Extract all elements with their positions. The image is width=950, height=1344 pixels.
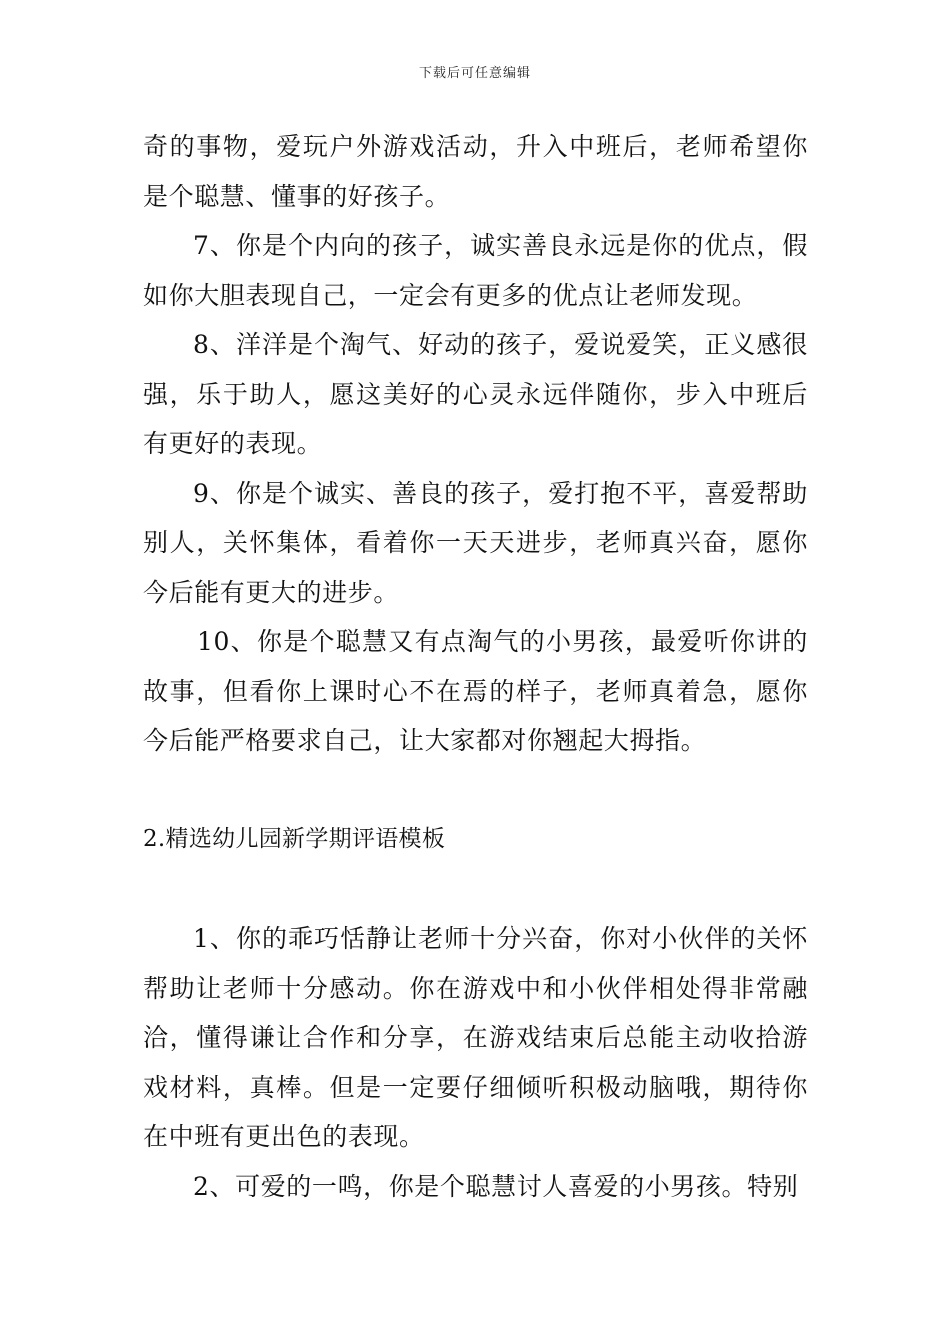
- paragraph-item-10: 10、你是个聪慧又有点淘气的小男孩，最爱听你讲的故事，但看你上课时心不在焉的样子，老师真着急，愿你今后能严格要求自己，让大家都对你翘起大拇指。: [143, 627, 808, 755]
- document-body: [143, 122, 808, 1211]
- paragraph-item-7: 7、你是个内向的孩子，诚实善良永远是你的优点，假如你大胆表现自己，一定会有更多的优点让老师发现。: [143, 231, 808, 310]
- paragraph-continuation: 奇的事物，爱玩户外游戏活动，升入中班后，老师希望你是个聪慧、懂事的好孩子。: [143, 132, 808, 211]
- section-paragraph-item-2: 2、可爱的一鸣，你是个聪慧讨人喜爱的小男孩。特别: [193, 1171, 799, 1201]
- page-header: 下载后可任意编辑: [418, 66, 531, 81]
- paragraph-item-8: 8、洋洋是个淘气、好动的孩子，爱说爱笑，正义感很强，乐于助人，愿这美好的心灵永远伴随你，步入中班后有更好的表现。: [143, 330, 808, 458]
- section-heading: 2.精选幼儿园新学期评语模板: [143, 826, 446, 852]
- paragraph-item-9: 9、你是个诚实、善良的孩子，爱打抱不平，喜爱帮助别人，关怀集体，看着你一天天进步，老师真兴奋，愿你今后能有更大的进步。: [143, 478, 808, 607]
- section-paragraph-item-1: 1、你的乖巧恬静让老师十分兴奋，你对小伙伴的关怀帮助让老师十分感动。你在游戏中和小伙伴相处得非常融洽，懂得谦让合作和分享，在游戏结束后总能主动收拾游戏材料，真棒。但是一定要仔细倾听积极动脑哦，期待你在中班有更出色的表现。: [143, 924, 808, 1151]
